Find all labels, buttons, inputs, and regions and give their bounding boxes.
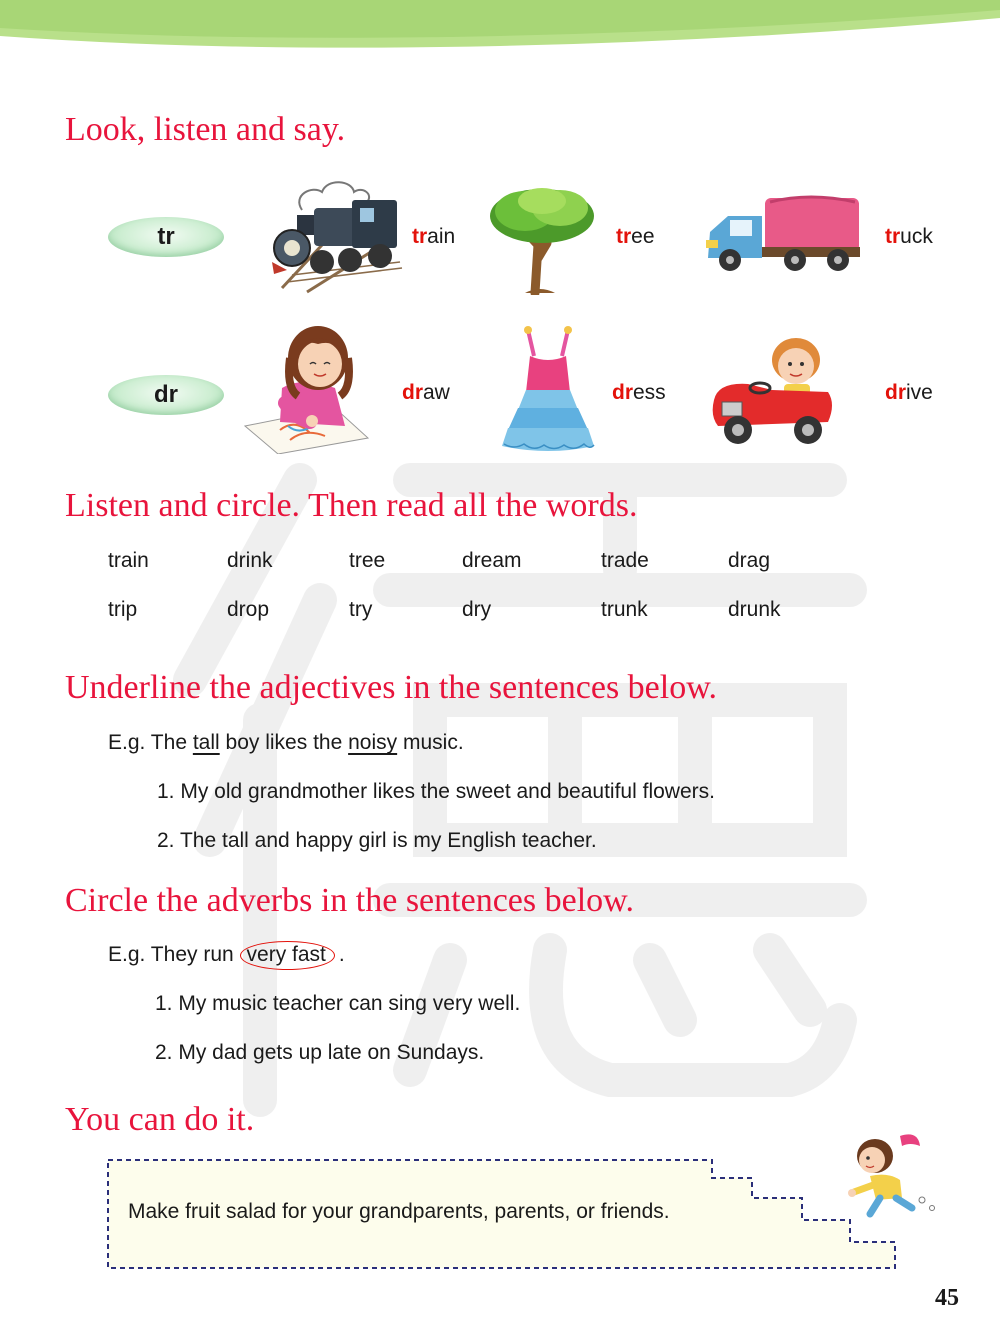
word-item[interactable]: trip [108,598,138,621]
dress-icon [498,322,598,452]
task-text: Make fruit salad for your grandparents, parents, or friends. [128,1200,670,1223]
word-item[interactable]: drink [227,549,273,572]
word-item[interactable]: dream [462,549,522,572]
circled-adverb: very fast [240,941,335,970]
blend-prefix: dr [885,381,906,404]
section-title-look-listen: Look, listen and say. [65,111,346,148]
vocab-word-draw [402,380,450,406]
word-rest: ive [906,381,933,404]
word-item[interactable]: drop [227,598,270,621]
example-sentence-underline [108,730,464,756]
word-item[interactable]: tree [349,549,386,572]
blend-prefix: tr [616,225,632,248]
word-item[interactable]: dry [462,598,492,621]
blend-prefix: dr [612,381,633,404]
blend-bubble-tr: tr [108,217,224,257]
vocab-word-train [412,224,455,250]
blend-bubble-dr: dr [108,375,224,415]
example-text: boy likes the [219,731,349,754]
word-rest: ain [427,225,456,248]
blend-prefix: dr [402,381,423,404]
exercise-sentence[interactable]: 2. My dad gets up late on Sundays. [155,1041,485,1064]
word-rest: ess [633,381,666,404]
example-text: E.g. They run [108,943,240,966]
blend-prefix: tr [412,225,428,248]
section-title-underline: Underline the adjectives in the sentences below. [65,669,718,706]
section-title-listen-circle: Listen and circle. Then read all the words. [65,487,638,524]
page-number: 45 [935,1285,959,1311]
running-girl-icon [840,1128,945,1220]
word-rest: aw [423,381,450,404]
example-text: music. [397,731,464,754]
exercise-sentence[interactable]: 1. My music teacher can sing very well. [155,992,521,1015]
vocab-word-tree [616,224,655,250]
example-sentence-circle [108,942,345,968]
section-title-circle-adverbs: Circle the adverbs in the sentences below. [65,882,634,919]
truck-icon [700,192,865,274]
word-item[interactable]: try [349,598,373,621]
word-rest: ee [631,225,655,248]
word-item[interactable]: train [108,549,149,572]
vocab-word-dress [612,380,666,406]
train-icon [262,170,412,295]
top-banner [0,0,1000,60]
blend-prefix: tr [885,225,901,248]
word-item[interactable]: trunk [601,598,648,621]
word-item[interactable]: drunk [728,598,781,621]
girl-drawing-icon [240,318,370,454]
word-rest: uck [900,225,933,248]
vocab-word-truck [885,224,933,250]
word-item[interactable]: trade [601,549,649,572]
boy-driving-car-icon [708,330,838,450]
underlined-adjective: noisy [348,731,398,754]
exercise-sentence[interactable]: 2. The tall and happy girl is my English teacher. [157,829,597,852]
example-text: E.g. The [108,731,193,754]
word-item[interactable]: drag [728,549,771,572]
underlined-adjective: tall [192,731,220,754]
vocab-word-drive [885,380,933,406]
example-text: . [338,943,345,966]
exercise-sentence[interactable]: 1. My old grandmother likes the sweet and beautiful flowers. [157,780,715,803]
tree-icon [485,183,600,295]
section-title-you-can: You can do it. [65,1101,255,1138]
